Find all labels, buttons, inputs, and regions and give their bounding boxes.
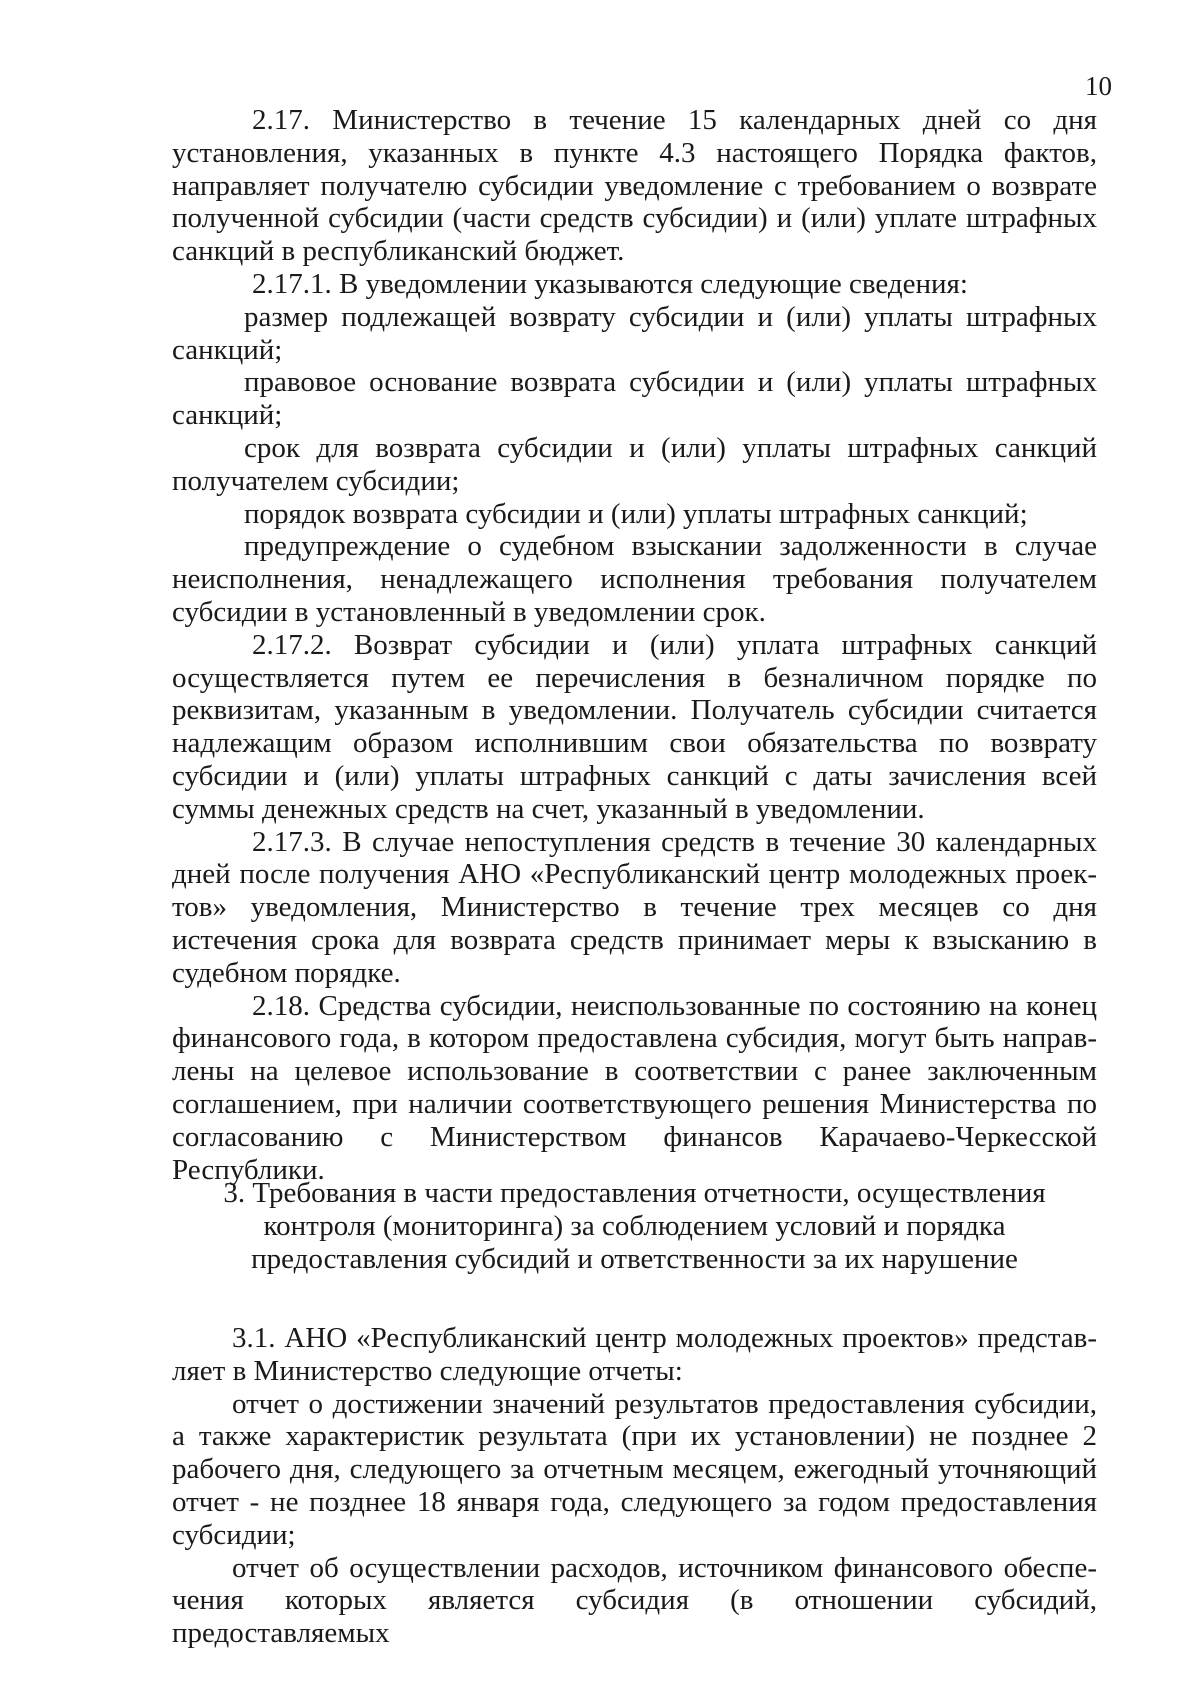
list-item-deadline: срок для возврата субсидии и (или) уплаты штрафных санкций получателем субсидии; [172, 431, 1097, 497]
paragraph-3-1: 3.1. АНО «Республиканский центр молодежных проектов» представляет в Министерство следующие отчеты: [172, 1322, 1097, 1387]
document-body [172, 104, 1097, 1186]
paragraph-2-17-1: 2.17.1. В уведомлении указываются следующие сведения: [252, 267, 968, 300]
list-item-procedure: порядок возврата субсидии и (или) уплаты штрафных санкций; [244, 497, 1028, 530]
list-item-legal-basis: правовое основание возврата субсидии и (или) уплаты штрафных санкций; [172, 366, 1097, 432]
section-3-body [172, 1322, 1097, 1650]
list-item-expenses-report: отчет об осуществлении расходов, источником финансового обеспечения которых является субсидия (в отношении субсидий, предоставляемых [172, 1551, 1097, 1650]
section-3-heading-line-1: 3. Требования в части предоставления отчетности, осуществления [223, 1177, 1046, 1209]
section-3-heading [172, 1177, 1097, 1275]
paragraph-2-17-3: 2.17.3. В случае непоступления средств в течение 30 календарных дней после получения АНО «Республиканский центр молодежных проектов» уведомления, Министерство в течение трех месяцев со дня истечения срока для возврата средств принимает меры к взысканию в судебном порядке. [172, 825, 1097, 989]
list-item-amount: размер подлежащей возврату субсидии и (или) уплаты штрафных санкций; [172, 300, 1097, 366]
list-item-warning: предупреждение о судебном взыскании задолженности в случае неисполнения, ненадлежащего исполнения требования получателем субсидии в установленный в уведомлении срок. [172, 530, 1097, 628]
list-item-results-report: отчет о достижении значений результатов предоставления субсидии, а также характеристик результата (при их установлении) не позднее 2 рабочего дня, следующего за отчетным месяцем, ежегодный уточняющий отчет - не позднее 18 января года, следующего за годом предоставления субсидии; [172, 1387, 1097, 1551]
paragraph-2-17: 2.17. Министерство в течение 15 календарных дней со дня установления, указанных в пункте 4.3 настоящего Порядка фактов, направляет получателю субсидии уведомление с требованием о возврате полученной субсидии (части средств субсидии) и (или) уплате штрафных санкций в республиканский бюджет. [172, 104, 1097, 268]
section-3-heading-line-2: контроля (мониторинга) за соблюдением условий и порядка [263, 1209, 1006, 1242]
page-number: 10 [1085, 71, 1112, 101]
section-3-heading-line-3: предоставления субсидий и ответственности за их нарушение [251, 1242, 1018, 1275]
paragraph-2-17-2: 2.17.2. Возврат субсидии и (или) уплата штрафных санкций осуществляется путем ее перечисления в безналичном порядке по реквизитам, указанным в уведомлении. Получатель субсидии считается надлежащим образом исполнившим свои обязательства по возврату субсидии и (или) уплаты штрафных санкций с даты зачисления всей суммы денежных средств на счет, указанный в уведомлении. [172, 628, 1097, 825]
paragraph-2-18: 2.18. Средства субсидии, неиспользованные по состоянию на конец финансового года, в котором предоставлена субсидия, могут быть направлены на целевое использование в соответствии с ранее заключенным соглашением, при наличии соответствующего решения Министерства по согласованию с Министерством финансов Карачаево-Черкесской Республики. [172, 989, 1097, 1186]
